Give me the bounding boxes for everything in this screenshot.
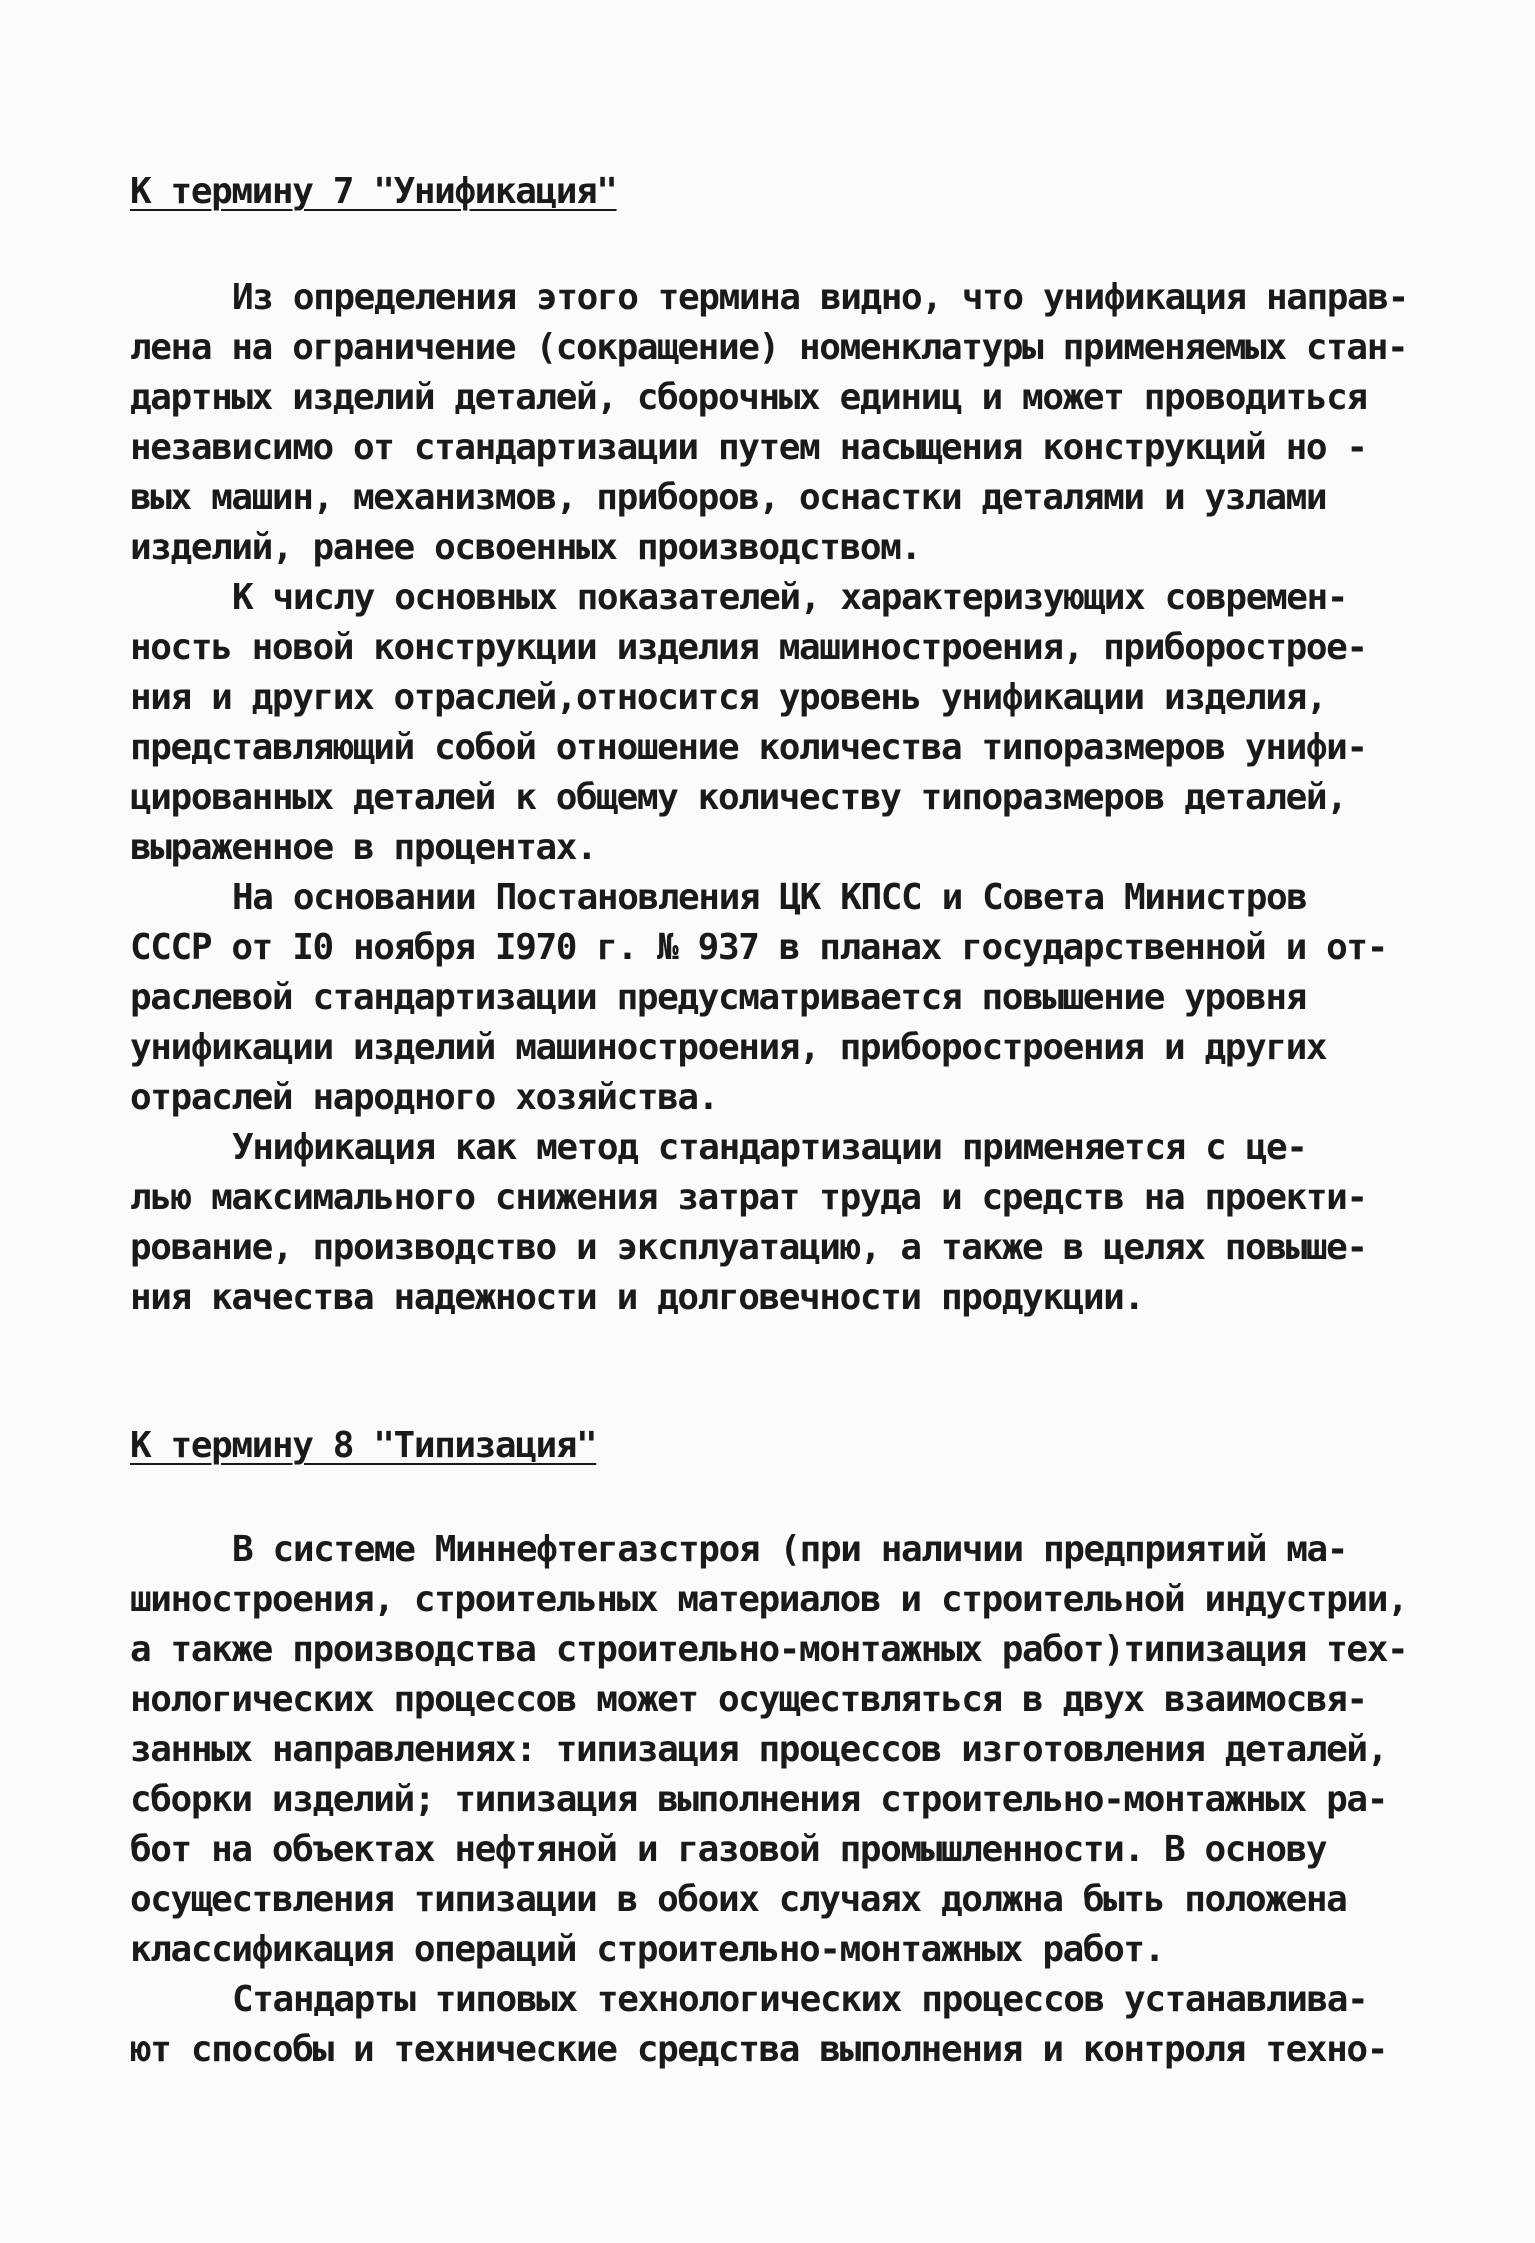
text-line: раслевой стандартизации предусматривается повышение уровня bbox=[130, 977, 1306, 1018]
text-line: ния и других отраслей,относится уровень унификации изделия, bbox=[130, 677, 1327, 718]
text-line: занных направлениях: типизация процессов изготовления деталей, bbox=[130, 1729, 1387, 1770]
text-line: дартных изделий деталей, сборочных единиц и может проводиться bbox=[130, 377, 1367, 418]
text-line: представляющий собой отношение количества типоразмеров унифи- bbox=[130, 727, 1367, 768]
text-line: осуществления типизации в обоих случаях должна быть положена bbox=[130, 1879, 1347, 1920]
text-line: ют способы и технические средства выполнения и контроля техно- bbox=[130, 2029, 1387, 2070]
text-line: изделий, ранее освоенных производством. bbox=[130, 527, 921, 568]
text-line: К числу основных показателей, характеризующих современ- bbox=[232, 577, 1348, 618]
text-line: Из определения этого термина видно, что унификация направ- bbox=[232, 277, 1408, 318]
text-line: вых машин, механизмов, приборов, оснастки деталями и узлами bbox=[130, 477, 1327, 518]
text-line: рование, производство и эксплуатацию, а также в целях повыше- bbox=[130, 1227, 1367, 1268]
text-line: а также производства строительно-монтажных работ)типизация тех- bbox=[130, 1629, 1408, 1670]
text-line: ния качества надежности и долговечности продукции. bbox=[130, 1277, 1144, 1318]
text-line: отраслей народного хозяйства. bbox=[130, 1077, 718, 1118]
text-line: нологических процессов может осуществляться в двух взаимосвя- bbox=[130, 1679, 1367, 1720]
text-line: выраженное в процентах. bbox=[130, 827, 597, 868]
text-line: Стандарты типовых технологических процессов устанавлива- bbox=[232, 1979, 1368, 2020]
text-line: цированных деталей к общему количеству типоразмеров деталей, bbox=[130, 777, 1347, 818]
text-line: В системе Миннефтегазстроя (при наличии предприятий ма- bbox=[232, 1529, 1348, 1570]
text-line: независимо от стандартизации путем насыщения конструкций но - bbox=[130, 427, 1367, 468]
text-line: На основании Постановления ЦК КПСС и Совета Министров bbox=[232, 877, 1307, 918]
text-line: лена на ограничение (сокращение) номенклатуры применяемых стан- bbox=[130, 327, 1408, 368]
text-line: СССР от I0 ноября I970 г. № 937 в планах государственной и от- bbox=[130, 927, 1387, 968]
text-line: шиностроения, строительных материалов и строительной индустрии, bbox=[130, 1579, 1408, 1620]
text-line: сборки изделий; типизация выполнения строительно-монтажных ра- bbox=[130, 1779, 1387, 1820]
text-line: бот на объектах нефтяной и газовой промышленности. В основу bbox=[130, 1829, 1327, 1870]
section-8-heading: К термину 8 "Типизация" bbox=[130, 1425, 597, 1466]
text-line: ность новой конструкции изделия машиностроения, приборострое- bbox=[130, 627, 1367, 668]
text-line: лью максимального снижения затрат труда и средств на проекти- bbox=[130, 1177, 1367, 1218]
section-7-heading: К термину 7 "Унификация" bbox=[130, 171, 617, 212]
text-line: классификация операций строительно-монтажных работ. bbox=[130, 1929, 1164, 1970]
text-line: унификации изделий машиностроения, приборостроения и других bbox=[130, 1027, 1327, 1068]
text-line: Унификация как метод стандартизации применяется с це- bbox=[232, 1127, 1307, 1168]
